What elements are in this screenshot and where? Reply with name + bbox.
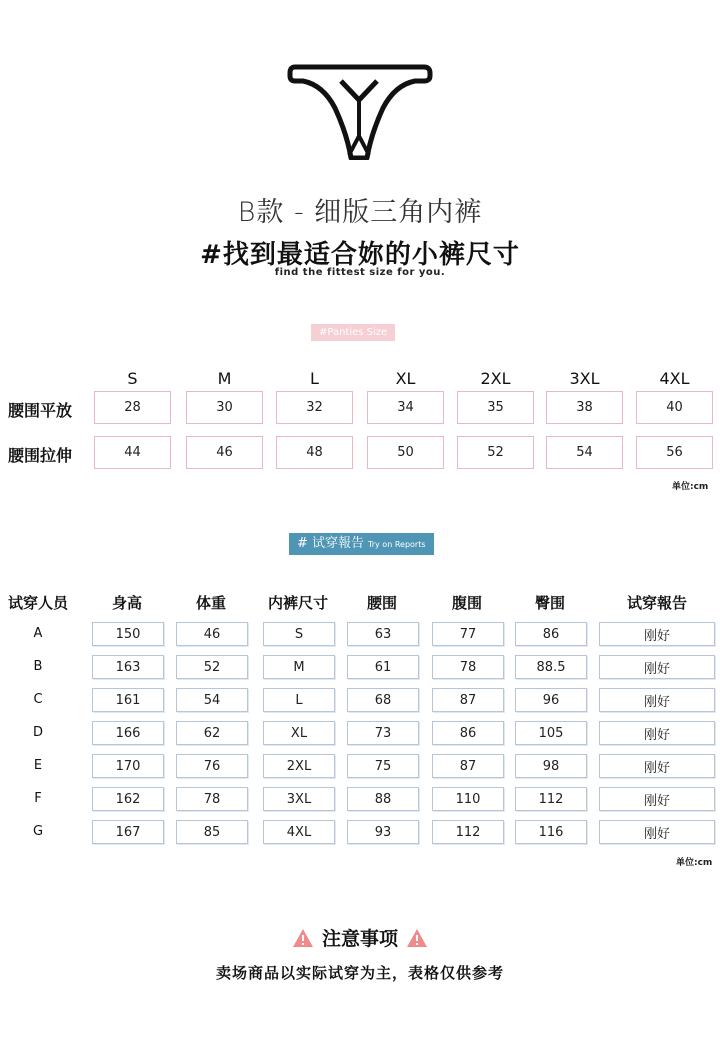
report-cell-report: 刚好 bbox=[599, 820, 715, 844]
report-cell-belly: 86 bbox=[432, 721, 504, 745]
size-unit-label: 单位:cm bbox=[672, 482, 709, 492]
report-cell-belly: 77 bbox=[432, 622, 504, 646]
report-cell-size: 4XL bbox=[263, 820, 335, 844]
size-cell: 50 bbox=[367, 436, 444, 469]
report-cell-waist: 61 bbox=[347, 655, 419, 679]
size-header-s: S bbox=[127, 369, 138, 388]
report-cell-belly: 110 bbox=[432, 787, 504, 811]
try-on-tag-label: # 试穿報告 bbox=[297, 536, 365, 551]
notice-heading bbox=[0, 924, 720, 951]
report-cell-weight: 54 bbox=[176, 688, 248, 712]
report-cell-waist: 73 bbox=[347, 721, 419, 745]
size-cell: 46 bbox=[186, 436, 263, 469]
size-cell: 54 bbox=[546, 436, 623, 469]
thong-underwear-icon bbox=[285, 58, 435, 160]
report-cell-height: 166 bbox=[92, 721, 164, 745]
page-subtitle: #找到最适合妳的小裤尺寸 bbox=[200, 240, 520, 270]
report-cell-weight: 78 bbox=[176, 787, 248, 811]
report-header: 腰围 bbox=[366, 594, 397, 612]
report-cell-report: 刚好 bbox=[599, 754, 715, 778]
report-unit-label: 单位:cm bbox=[676, 858, 713, 868]
size-header-3xl: 3XL bbox=[569, 369, 600, 388]
tester-id: D bbox=[32, 725, 43, 740]
size-header-m: M bbox=[217, 369, 232, 388]
report-cell-height: 170 bbox=[92, 754, 164, 778]
size-cell: 48 bbox=[276, 436, 353, 469]
tester-id: C bbox=[33, 692, 43, 707]
notice-title: 注意事项 bbox=[321, 928, 398, 950]
report-cell-size: S bbox=[263, 622, 335, 646]
tester-id: A bbox=[33, 626, 43, 641]
report-cell-size: XL bbox=[263, 721, 335, 745]
notice-text: 卖场商品以实际试穿为主，表格仅供参考 bbox=[215, 964, 504, 982]
report-cell-report: 刚好 bbox=[599, 655, 715, 679]
report-cell-height: 163 bbox=[92, 655, 164, 679]
report-cell-waist: 93 bbox=[347, 820, 419, 844]
size-cell: 30 bbox=[186, 391, 263, 424]
size-cell: 40 bbox=[636, 391, 713, 424]
report-cell-height: 150 bbox=[92, 622, 164, 646]
report-cell-hip: 98 bbox=[515, 754, 587, 778]
tester-id: B bbox=[33, 659, 43, 674]
report-cell-hip: 96 bbox=[515, 688, 587, 712]
report-cell-belly: 112 bbox=[432, 820, 504, 844]
size-cell: 28 bbox=[94, 391, 171, 424]
report-cell-waist: 68 bbox=[347, 688, 419, 712]
size-header-4xl: 4XL bbox=[659, 369, 690, 388]
try-on-tag-en: Try on Reports bbox=[368, 540, 426, 549]
report-cell-belly: 78 bbox=[432, 655, 504, 679]
report-cell-report: 刚好 bbox=[599, 721, 715, 745]
report-cell-belly: 87 bbox=[432, 754, 504, 778]
size-header-2xl: 2XL bbox=[480, 369, 511, 388]
report-cell-hip: 105 bbox=[515, 721, 587, 745]
report-header: 臀围 bbox=[534, 594, 565, 612]
page-title: B款 - 细版三角内裤 bbox=[237, 197, 483, 228]
size-cell: 52 bbox=[457, 436, 534, 469]
report-cell-report: 刚好 bbox=[599, 688, 715, 712]
report-cell-hip: 88.5 bbox=[515, 655, 587, 679]
warning-triangle-icon bbox=[292, 928, 314, 948]
size-row-label: 腰围拉伸 bbox=[8, 446, 73, 465]
report-cell-height: 162 bbox=[92, 787, 164, 811]
panties-size-tag: #Panties Size bbox=[311, 324, 395, 341]
report-cell-waist: 63 bbox=[347, 622, 419, 646]
report-cell-size: 3XL bbox=[263, 787, 335, 811]
report-header: 内裤尺寸 bbox=[267, 594, 328, 612]
report-cell-weight: 85 bbox=[176, 820, 248, 844]
report-cell-height: 167 bbox=[92, 820, 164, 844]
report-cell-weight: 52 bbox=[176, 655, 248, 679]
size-header-l: L bbox=[310, 369, 319, 388]
report-cell-belly: 87 bbox=[432, 688, 504, 712]
report-cell-hip: 116 bbox=[515, 820, 587, 844]
report-cell-report: 刚好 bbox=[599, 622, 715, 646]
size-header-xl: XL bbox=[395, 369, 416, 388]
report-cell-weight: 46 bbox=[176, 622, 248, 646]
report-header: 身高 bbox=[111, 594, 142, 612]
size-cell: 35 bbox=[457, 391, 534, 424]
size-row-label: 腰围平放 bbox=[8, 401, 73, 420]
report-cell-waist: 75 bbox=[347, 754, 419, 778]
report-header: 腹围 bbox=[451, 594, 482, 612]
report-cell-height: 161 bbox=[92, 688, 164, 712]
warning-triangle-icon bbox=[406, 928, 428, 948]
size-cell: 44 bbox=[94, 436, 171, 469]
report-header: 试穿報告 bbox=[626, 594, 687, 612]
report-cell-weight: 62 bbox=[176, 721, 248, 745]
tester-id: G bbox=[32, 824, 44, 839]
report-cell-size: M bbox=[263, 655, 335, 679]
try-on-reports-tag bbox=[289, 533, 434, 555]
report-cell-hip: 86 bbox=[515, 622, 587, 646]
report-cell-size: L bbox=[263, 688, 335, 712]
tagline: find the fittest size for you. bbox=[274, 267, 446, 278]
report-cell-report: 刚好 bbox=[599, 787, 715, 811]
report-cell-weight: 76 bbox=[176, 754, 248, 778]
tester-id: E bbox=[33, 758, 43, 773]
report-cell-waist: 88 bbox=[347, 787, 419, 811]
report-cell-hip: 112 bbox=[515, 787, 587, 811]
report-header: 体重 bbox=[195, 594, 226, 612]
size-cell: 32 bbox=[276, 391, 353, 424]
report-cell-size: 2XL bbox=[263, 754, 335, 778]
size-cell: 56 bbox=[636, 436, 713, 469]
size-cell: 38 bbox=[546, 391, 623, 424]
tester-id: F bbox=[34, 791, 42, 806]
report-header: 试穿人员 bbox=[7, 594, 68, 612]
size-cell: 34 bbox=[367, 391, 444, 424]
